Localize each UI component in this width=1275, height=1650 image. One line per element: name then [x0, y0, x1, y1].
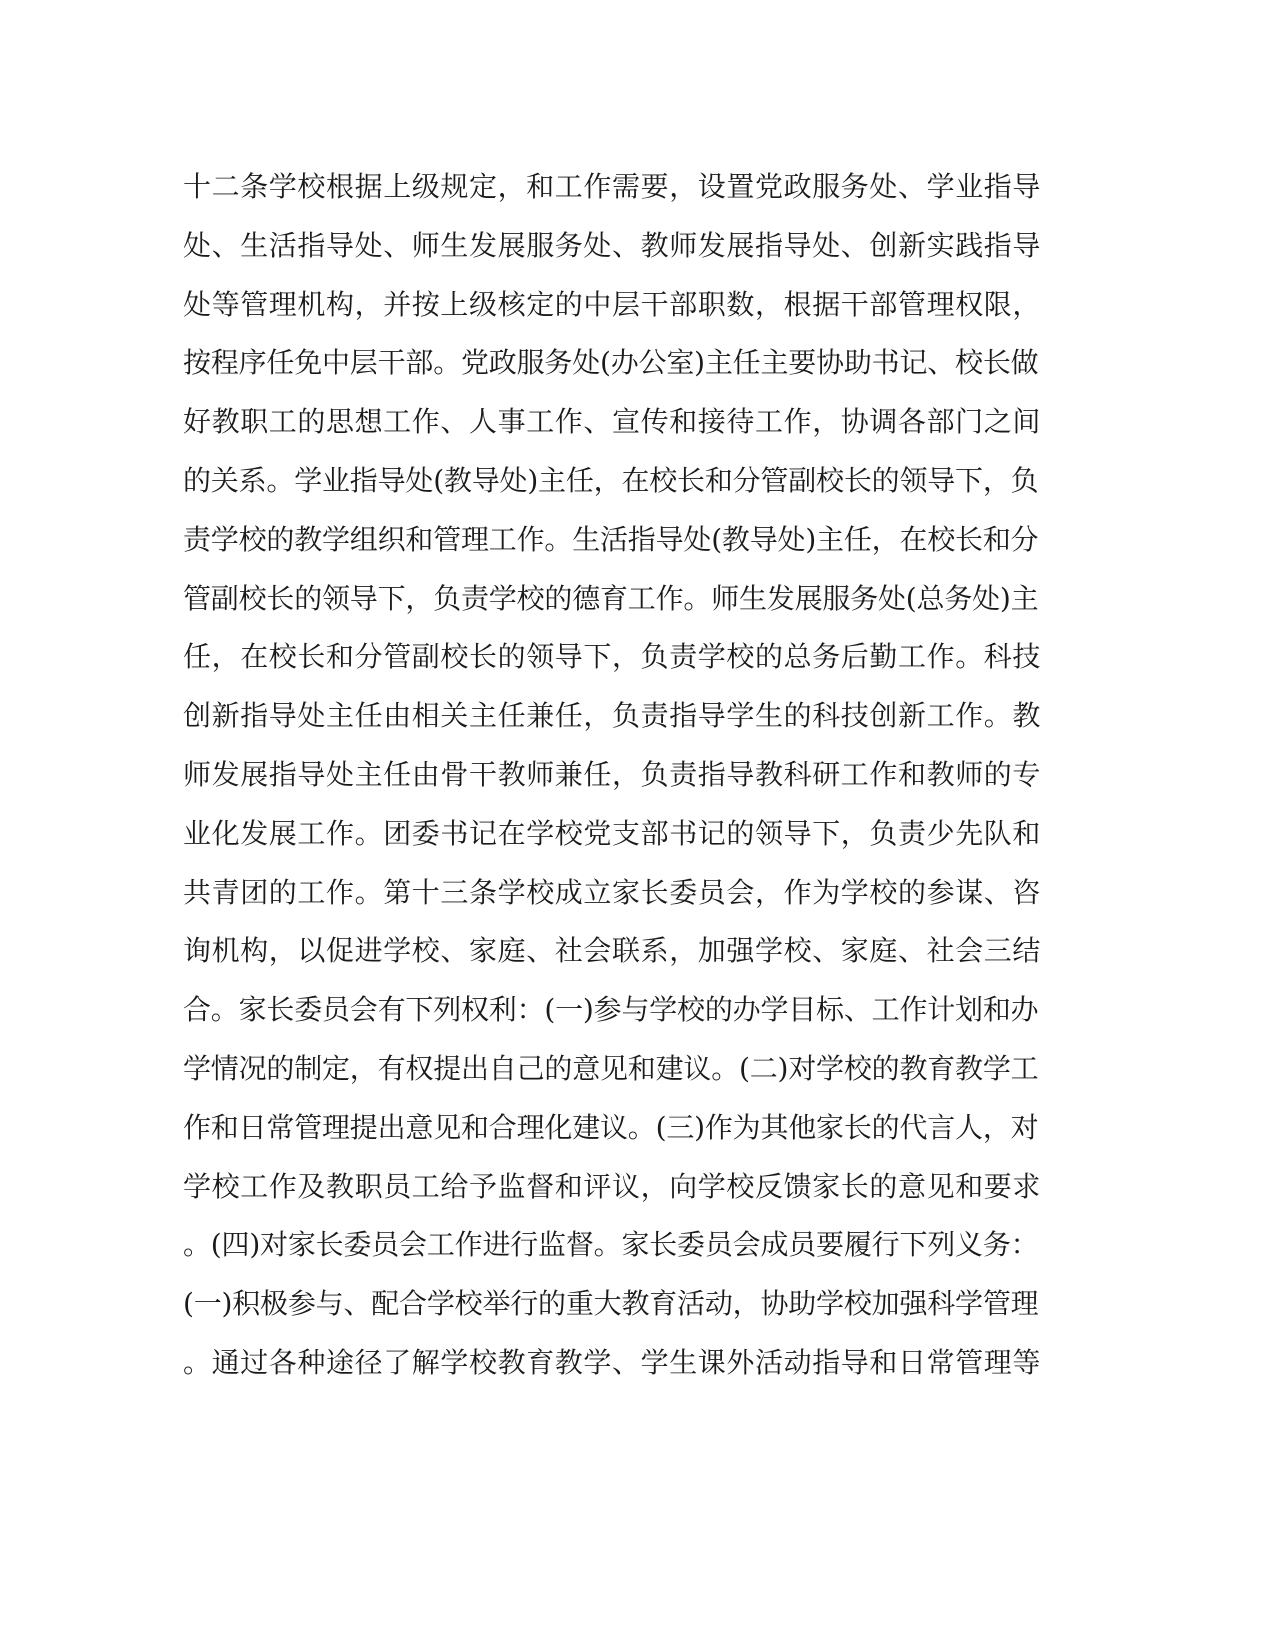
text-line-17: 作和日常管理提出意见和合理化建议。(三)作为其他家长的代言人，对 [183, 1110, 1039, 1144]
text-line-16: 学情况的制定，有权提出自己的意见和建议。(二)对学校的教育教学工 [183, 1051, 1039, 1085]
text-line-12: 业化发展工作。团委书记在学校党支部书记的领导下，负责少先队和 [183, 816, 1042, 850]
text-line-15: 合。家长委员会有下列权利：(一)参与学校的办学目标、工作计划和办 [183, 993, 1039, 1027]
text-line-6: 的关系。学业指导处(教导处)主任，在校长和分管副校长的领导下，负 [183, 463, 1039, 497]
text-line-18: 学校工作及教职员工给予监督和评议，向学校反馈家长的意见和要求 [183, 1169, 1042, 1203]
text-line-13: 共青团的工作。第十三条学校成立家长委员会，作为学校的参谋、咨 [183, 875, 1042, 909]
text-line-4: 按程序任免中层干部。党政服务处(办公室)主任主要协助书记、校长做 [183, 346, 1039, 380]
text-line-10: 创新指导处主任由相关主任兼任，负责指导学生的科技创新工作。教 [183, 699, 1042, 733]
text-line-5: 好教职工的思想工作、人事工作、宣传和接待工作，协调各部门之间 [183, 405, 1042, 439]
text-line-7: 责学校的教学组织和管理工作。生活指导处(教导处)主任，在校长和分 [183, 522, 1039, 556]
text-line-11: 师发展指导处主任由骨干教师兼任，负责指导教科研工作和教师的专 [183, 757, 1042, 791]
text-line-1: 十二条学校根据上级规定，和工作需要，设置党政服务处、学业指导 [183, 170, 1042, 203]
text-line-20: (一)积极参与、配合学校举行的重大教育活动，协助学校加强科学管理 [183, 1287, 1039, 1321]
text-line-14: 询机构，以促进学校、家庭、社会联系，加强学校、家庭、社会三结 [183, 934, 1042, 968]
text-line-19: 。(四)对家长委员会工作进行监督。家长委员会成员要履行下列义务： [183, 1228, 1039, 1262]
body-paragraph [183, 158, 1043, 1393]
text-line-21: 。通过各种途径了解学校教育教学、学生课外活动指导和日常管理等 [183, 1345, 1042, 1379]
text-line-3: 处等管理机构，并按上级核定的中层干部职数，根据干部管理权限， [183, 287, 1042, 321]
text-line-8: 管副校长的领导下，负责学校的德育工作。师生发展服务处(总务处)主 [183, 581, 1039, 615]
text-line-9: 任，在校长和分管副校长的领导下，负责学校的总务后勤工作。科技 [183, 640, 1042, 674]
text-line-2: 处、生活指导处、师生发展服务处、教师发展指导处、创新实践指导 [183, 228, 1042, 262]
